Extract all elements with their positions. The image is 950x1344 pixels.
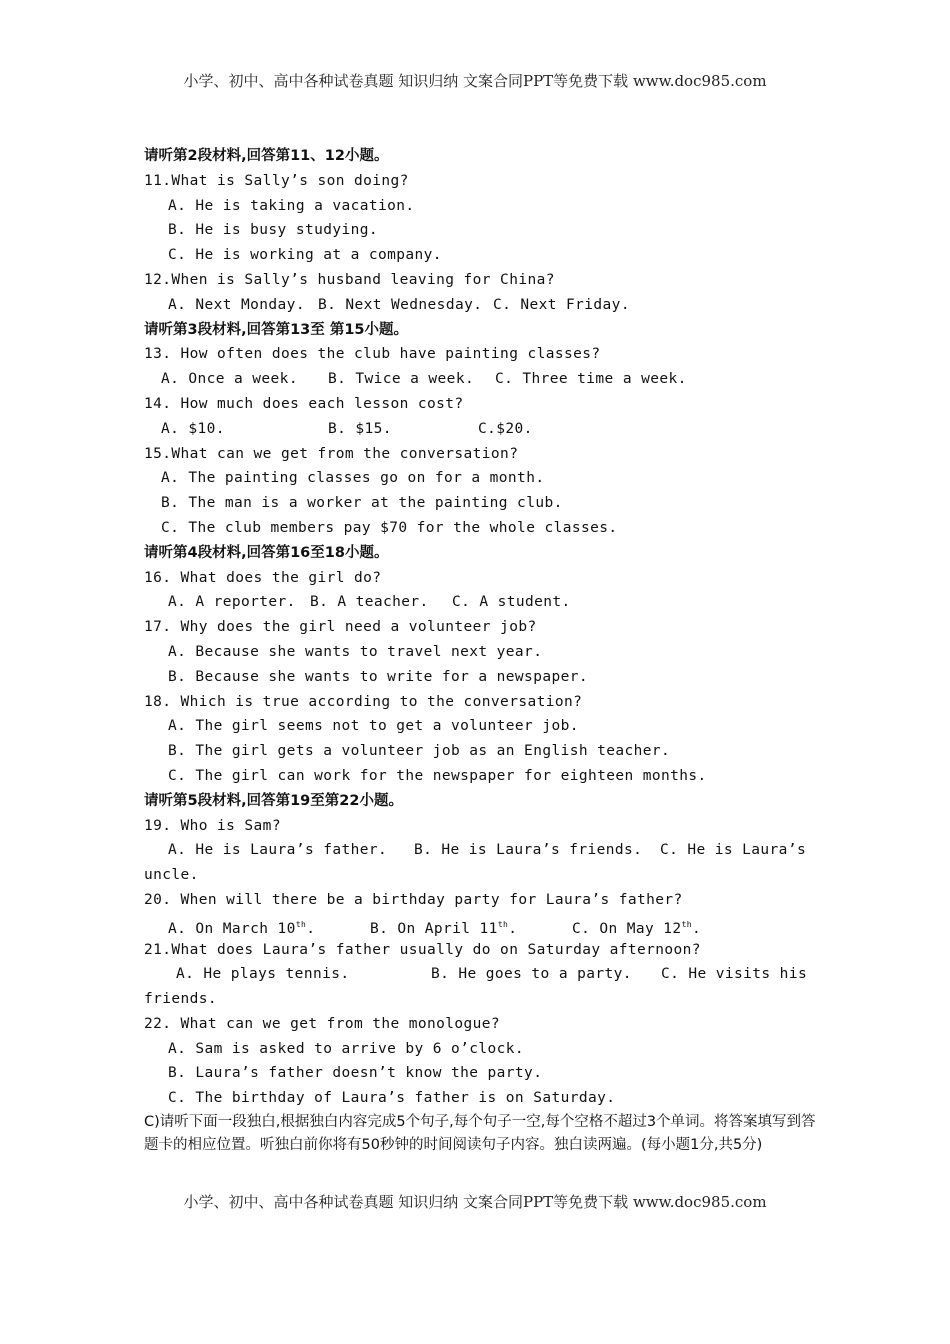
option-18a: A. The girl seems not to get a volunteer job.	[168, 718, 579, 735]
options-13	[144, 367, 824, 392]
question-17: 17. Why does the girl need a volunteer job?	[144, 619, 537, 636]
option-20b-text: B. On April 11	[370, 920, 498, 937]
question-13: 13. How often does the club have painting classes?	[144, 346, 601, 363]
ordinal-suffix: th	[497, 919, 509, 929]
option-12b: B. Next Wednesday.	[318, 296, 483, 313]
ordinal-suffix: th	[681, 919, 692, 929]
option-18b: B. The girl gets a volunteer job as an English teacher.	[168, 743, 671, 760]
section-heading-2: 请听第2段材料,回答第11、12小题。	[144, 148, 389, 164]
option-14b: B. $15.	[328, 420, 392, 437]
section-heading-3: 请听第3段材料,回答第13至 第15小题。	[144, 321, 409, 338]
section-heading-5: 请听第5段材料,回答第19至第22小题。	[144, 792, 403, 809]
options-16	[144, 590, 824, 615]
option-13b: B. Twice a week.	[328, 371, 475, 388]
question-20: 20. When will there be a birthday party for Laura’s father?	[144, 891, 683, 908]
option-21c-continued: friends.	[144, 991, 218, 1008]
option-12c: C. Next Friday.	[493, 296, 630, 313]
options-14	[144, 417, 824, 442]
option-19a: A. He is Laura’s father.	[168, 842, 388, 859]
option-11a: A. He is taking a vacation.	[168, 197, 415, 214]
option-21a: A. He plays tennis.	[176, 966, 350, 983]
option-19c: C. He is Laura’s	[660, 842, 807, 859]
option-15a: A. The painting classes go on for a month.	[161, 470, 545, 487]
question-18: 18. Which is true according to the conversation?	[144, 693, 583, 710]
option-15b: B. The man is a worker at the painting club.	[161, 495, 563, 512]
option-11b: B. He is busy studying.	[168, 222, 378, 239]
option-14c: C.$20.	[478, 420, 533, 437]
section-heading-4: 请听第4段材料,回答第16至18小题。	[144, 544, 389, 561]
page-header: 小学、初中、高中各种试卷真题 知识归纳 文案合同PPT等免费下载 www.doc985.com	[183, 72, 767, 90]
options-12	[144, 293, 824, 318]
question-14: 14. How much does each lesson cost?	[144, 395, 464, 412]
option-20c-text: C. On May 12	[572, 920, 682, 937]
ordinal-suffix: th	[295, 919, 307, 929]
option-22a: A. Sam is asked to arrive by 6 o’clock.	[168, 1040, 525, 1057]
page-footer: 小学、初中、高中各种试卷真题 知识归纳 文案合同PPT等免费下载 www.doc985.com	[183, 1193, 767, 1211]
option-16c: C. A student.	[452, 594, 571, 611]
question-12: 12.When is Sally’s husband leaving for China?	[144, 271, 555, 288]
option-17a: A. Because she wants to travel next year.	[168, 643, 543, 660]
option-19c-continued: uncle.	[144, 867, 199, 884]
question-19: 19. Who is Sam?	[144, 817, 281, 834]
question-11: 11.What is Sally’s son doing?	[144, 172, 409, 189]
question-15: 15.What can we get from the conversation?	[144, 445, 519, 462]
option-14a: A. $10.	[161, 420, 225, 437]
option-21b: B. He goes to a party.	[431, 966, 632, 983]
part-c-instructions: C)请听下面一段独白,根据独白内容完成5个句子,每个句子一空,每个空格不超过3个单词。将答案填写到答题卡的相应位置。听独白前你将有50秒钟的时间阅读句子内容。独白读两遍。(每小题1分,共5分)	[144, 1114, 816, 1154]
option-22b: B. Laura’s father doesn’t know the party.	[168, 1065, 543, 1082]
option-15c: C. The club members pay $70 for the whole classes.	[161, 519, 618, 536]
options-19	[144, 838, 824, 863]
option-16a: A. A reporter.	[168, 594, 296, 611]
period: .	[692, 920, 702, 937]
option-22c: C. The birthday of Laura’s father is on Saturday.	[168, 1090, 616, 1107]
options-20	[144, 913, 824, 938]
option-18c: C. The girl can work for the newspaper for eighteen months.	[168, 767, 707, 784]
option-11c: C. He is working at a company.	[168, 247, 442, 264]
question-16: 16. What does the girl do?	[144, 569, 382, 586]
period: .	[306, 920, 316, 937]
option-12a: A. Next Monday.	[168, 296, 305, 313]
option-19b: B. He is Laura’s friends.	[414, 842, 643, 859]
question-22: 22. What can we get from the monologue?	[144, 1015, 501, 1032]
options-21	[144, 962, 824, 987]
listening-section	[144, 144, 824, 1157]
option-21c: C. He visits his	[661, 966, 808, 983]
option-13a: A. Once a week.	[161, 371, 298, 388]
question-21: 21.What does Laura’s father usually do on Saturday afternoon?	[144, 941, 701, 958]
option-20a-text: A. On March 10	[168, 920, 296, 937]
option-16b: B. A teacher.	[310, 594, 429, 611]
period: .	[508, 920, 518, 937]
option-13c: C. Three time a week.	[495, 371, 687, 388]
option-17b: B. Because she wants to write for a newspaper.	[168, 668, 588, 685]
